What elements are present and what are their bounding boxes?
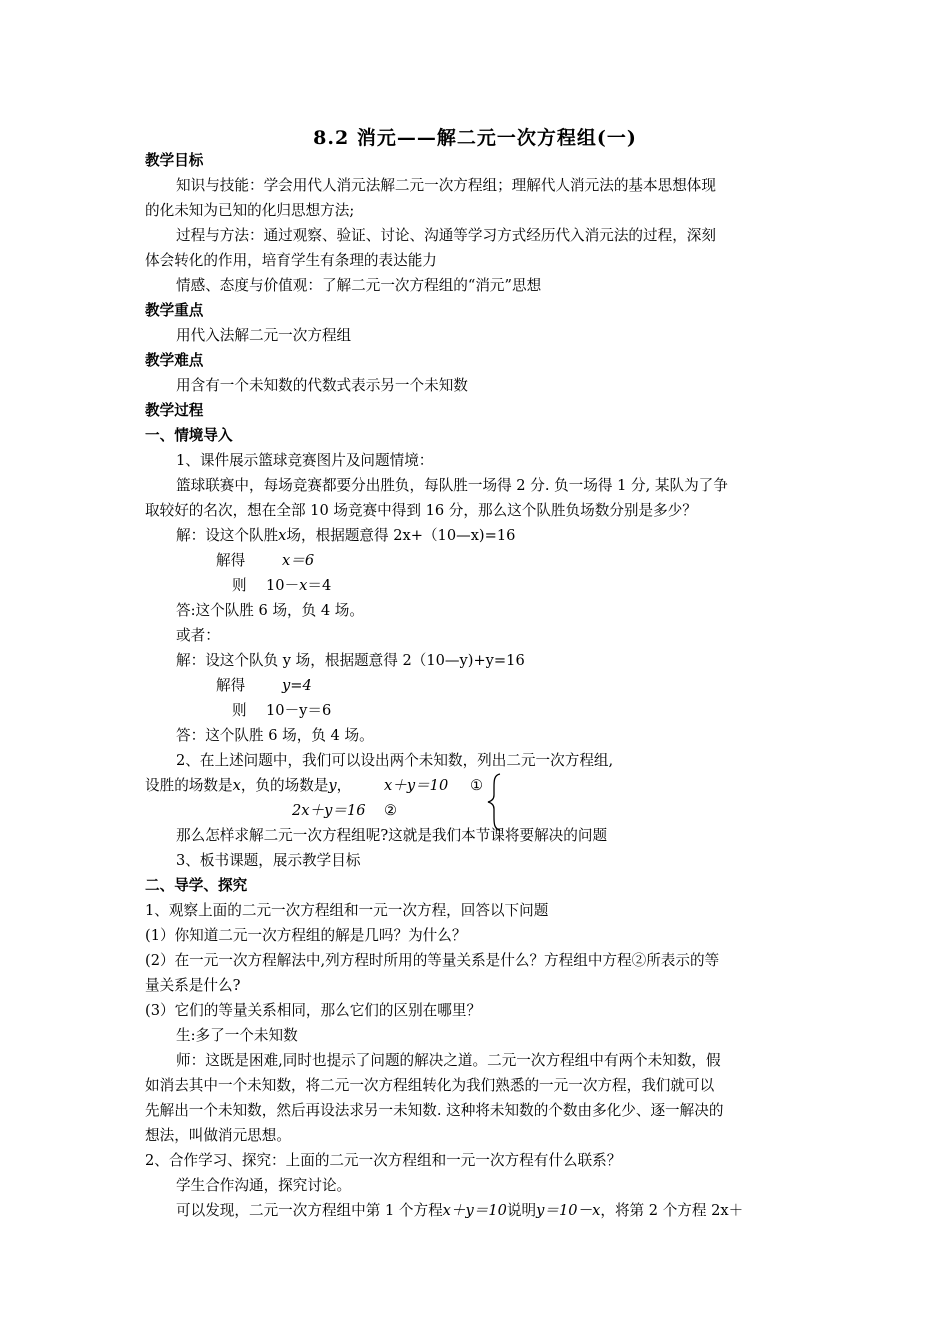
p2-var-x: x [232, 777, 241, 794]
solution1-then-b: ＝4 [307, 577, 332, 594]
objective-process-line2: 体会转化的作用，培育学生有条理的表达能力 [145, 252, 437, 269]
student-reply: 生:多了一个未知数 [176, 1027, 298, 1044]
discovery-text-a: 可以发现，二元一次方程组中第 1 个方程 [176, 1202, 443, 1219]
section2-question-1: (1）你知道二元一次方程组的解是几吗？为什么？ [145, 927, 467, 944]
section2-question-2-line2: 量关系是什么? [145, 977, 241, 994]
section1-p4: 3、板书课题，展示教学目标 [176, 852, 361, 869]
equation-system-brace [486, 773, 504, 831]
teacher-line1: 师：这既是困难,同时也提示了问题的解决之道。二元一次方程组中有两个未知数，假 [176, 1052, 721, 1069]
discovery-eq2: y＝10－x [536, 1202, 601, 1219]
section2-question-intro: 1、观察上面的二元一次方程组和一元一次方程，回答以下问题 [145, 902, 549, 919]
section2-question-2-line1: (2）在一元一次方程解法中,列方程时所用的等量关系是什么？方程组中方程②所表示的等 [145, 952, 720, 969]
equation-2: 2x＋y＝16 [292, 802, 366, 819]
heading-objectives: 教学目标 [145, 152, 204, 169]
key-point-text: 用代入法解二元一次方程组 [176, 327, 352, 344]
cooperative-learning: 2、合作学习、探究：上面的二元一次方程组和一元一次方程有什么联系？ [145, 1152, 622, 1169]
solution1-setup-b: 场，根据题意得 2x+（10—x)=16 [286, 527, 516, 544]
solution2-setup: 解：设这个队负 y 场，根据题意得 2（10—y)+y=16 [176, 652, 525, 669]
solution1-setup-a: 解：设这个队胜 [176, 527, 279, 544]
section1-heading: 一、情境导入 [145, 427, 233, 444]
heading-key-point: 教学重点 [145, 302, 204, 319]
objective-knowledge-line1: 知识与技能：学会用代人消元法解二元一次方程组；理解代人消元法的基本思想体现 [176, 177, 716, 194]
p2-var-y: y [328, 777, 337, 794]
difficulty-text: 用含有一个未知数的代数式表示另一个未知数 [176, 377, 468, 394]
solution1-then-var: x [299, 577, 308, 594]
page-title: 8.2 消元——解二元一次方程组(一) [313, 127, 637, 149]
student-discussion: 学生合作沟通，探究讨论。 [176, 1177, 352, 1194]
heading-difficulty: 教学难点 [145, 352, 204, 369]
equation-1-marker: ① [470, 777, 484, 794]
objective-emotion: 情感、态度与价值观：了解二元一次方程组的“消元”思想 [176, 277, 542, 294]
solution1-answer: 答:这个队胜 6 场，负 4 场。 [176, 602, 364, 619]
equation-1: x＋y＝10 [384, 777, 449, 794]
problem-line1: 篮球联赛中，每场竞赛都要分出胜负，每队胜一场得 2 分. 负一场得 1 分, 某队为了争 [176, 477, 728, 494]
solution1-var: x [278, 527, 287, 544]
solution1-solve-expr: x＝6 [282, 552, 315, 569]
solution2-then-expr: 10－y＝6 [266, 702, 332, 719]
equation-2-marker: ② [384, 802, 398, 819]
section1-p1: 1、课件展示篮球竞赛图片及问题情境： [176, 452, 434, 469]
section1-p2-line2 [145, 776, 351, 796]
p2-text-b: ，负的场数是 [240, 777, 329, 794]
solution1-then-expr [266, 576, 331, 596]
solution2-solve-label: 解得 [216, 677, 246, 694]
solution1-then-label: 则 [232, 577, 247, 594]
discovery-text-c: ，将第 2 个方程 2x＋ [600, 1202, 744, 1219]
section2-heading: 二、导学、探究 [145, 877, 248, 894]
section2-question-3: (3）它们的等量关系相同，那么它们的区别在哪里？ [145, 1002, 482, 1019]
solution1-setup [176, 526, 515, 546]
discovery-text-b: 说明 [506, 1202, 537, 1219]
solution2-answer: 答：这个队胜 6 场，负 4 场。 [176, 727, 374, 744]
or-label: 或者： [176, 627, 220, 644]
objective-process-line1: 过程与方法：通过观察、验证、讨论、沟通等学习方式经历代入消元法的过程，深刻 [176, 227, 716, 244]
heading-process: 教学过程 [145, 402, 204, 419]
p2-text-c: ， [336, 777, 352, 794]
p2-text-a: 设胜的场数是 [145, 777, 233, 794]
discovery-line [176, 1201, 743, 1221]
teacher-line4: 想法，叫做消元思想。 [145, 1127, 291, 1144]
solution1-solve-label: 解得 [216, 552, 246, 569]
solution2-then-label: 则 [232, 702, 247, 719]
discovery-eq1: x＋y＝10 [442, 1202, 507, 1219]
teacher-line2: 如消去其中一个未知数，将二元一次方程组转化为我们熟悉的一元一次方程，我们就可以 [145, 1077, 715, 1094]
solution1-then-a: 10－ [266, 577, 300, 594]
objective-knowledge-line2: 的化未知为已知的化归思想方法; [145, 202, 355, 219]
section1-p3: 那么怎样求解二元一次方程组呢?这就是我们本节课将要解决的问题 [176, 827, 608, 844]
solution2-solve-expr: y=4 [282, 677, 312, 694]
section1-p2: 2、在上述问题中，我们可以设出两个未知数，列出二元一次方程组, [176, 752, 614, 769]
problem-line2: 取较好的名次，想在全部 10 场竞赛中得到 16 分，那么这个队胜负场数分别是多少？ [145, 502, 697, 519]
teacher-line3: 先解出一个未知数，然后再设法求另一未知数. 这种将未知数的个数由多化少、逐一解决的 [145, 1102, 724, 1119]
